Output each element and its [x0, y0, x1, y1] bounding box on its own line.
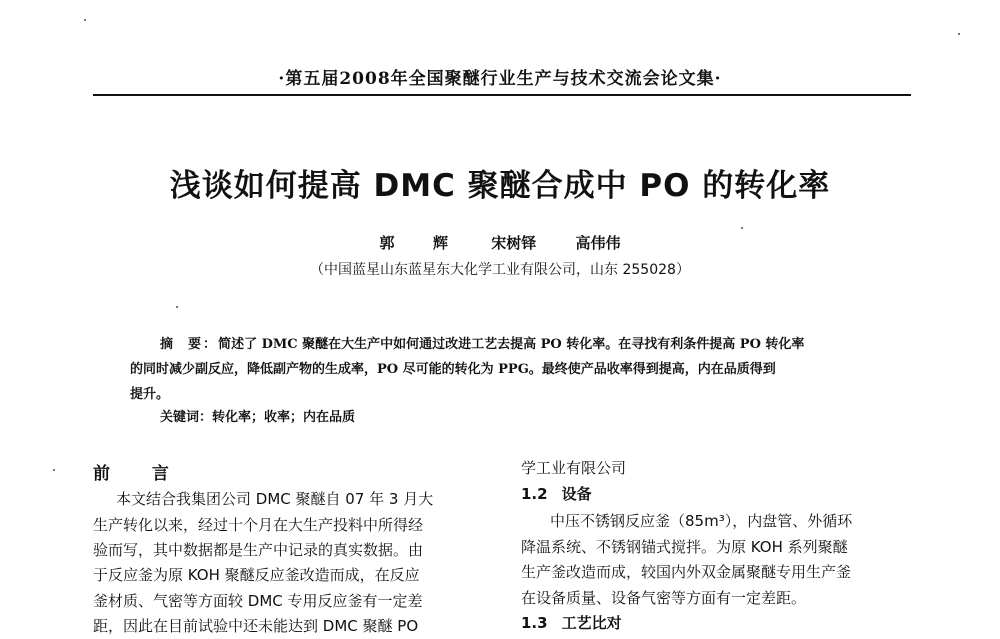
affiliation: （中国蓝星山东蓝星东大化学工业有限公司，山东 255028） [310, 262, 690, 278]
subsection-title: 工艺比对 [561, 614, 622, 632]
subsection-heading-1-2 [521, 483, 921, 504]
subsection-heading-1-3 [521, 612, 921, 633]
scan-speck [741, 227, 743, 229]
header-rule [93, 94, 911, 96]
body-line: 学工业有限公司 [521, 459, 627, 477]
paper-title: 浅谈如何提高 DMC 聚醚合成中 PO 的转化率 [169, 168, 831, 204]
body-line: 距，因此在目前试验中还未能达到 DMC 聚醚 PO [93, 617, 419, 635]
scan-speck [958, 33, 960, 35]
abstract-text-1: 简述了 DMC 聚醚在大生产中如何通过改进工艺去提高 PO 转化率。在寻找有利条件提高 PO 转化率 [218, 337, 805, 352]
keywords-label: 关键词： [160, 410, 213, 425]
subsection-title: 设备 [561, 485, 592, 503]
abstract-label: 摘 要： [160, 337, 219, 352]
keywords-text: 转化率；收率；内在品质 [212, 410, 356, 425]
body-line: 降温系统、不锈钢锚式搅拌。为原 KOH 系列聚醚 [521, 538, 848, 556]
running-header: ·第五届2008年全国聚醚行业生产与技术交流会论文集· [278, 69, 722, 89]
body-line: 生产转化以来，经过十个月在大生产投料中所得经 [93, 516, 424, 534]
body-line: 验而写，其中数据都是生产中记录的真实数据。由 [93, 541, 424, 559]
author-3: 高伟伟 [575, 234, 621, 252]
abstract-line-3: 提升。 [130, 387, 170, 402]
section-title-preface: 前 言 [93, 464, 179, 484]
scan-speck [53, 469, 55, 471]
body-line: 在设备质量、设备气密等方面有一定差距。 [521, 589, 807, 607]
scan-speck [176, 306, 178, 308]
abstract-line-1 [160, 333, 804, 352]
author-1: 郭 辉 [379, 234, 448, 252]
keywords-line [160, 406, 355, 425]
subsection-number: 1.3 [521, 614, 548, 632]
subsection-number: 1.2 [521, 485, 548, 503]
body-line: 于反应釜为原 KOH 聚醚反应釜改造而成，在反应 [93, 566, 420, 584]
abstract-line-2: 的同时减少副反应，降低副产物的生成率，PO 尽可能的转化为 PPG。最终使产品收率得到提高，内在品质得到 [130, 362, 776, 377]
body-line: 生产釜改造而成，较国内外双金属聚醚专用生产釜 [521, 563, 852, 581]
author-list [0, 232, 1000, 253]
scan-speck [84, 19, 86, 21]
author-2: 宋树铎 [491, 234, 537, 252]
body-line: 釜材质、气密等方面较 DMC 专用反应釜有一定差 [93, 592, 423, 610]
body-line: 本文结合我集团公司 DMC 聚醚自 07 年 3 月大 [116, 490, 434, 508]
body-line: 中压不锈钢反应釜（85m³），内盘管、外循环 [550, 512, 853, 530]
